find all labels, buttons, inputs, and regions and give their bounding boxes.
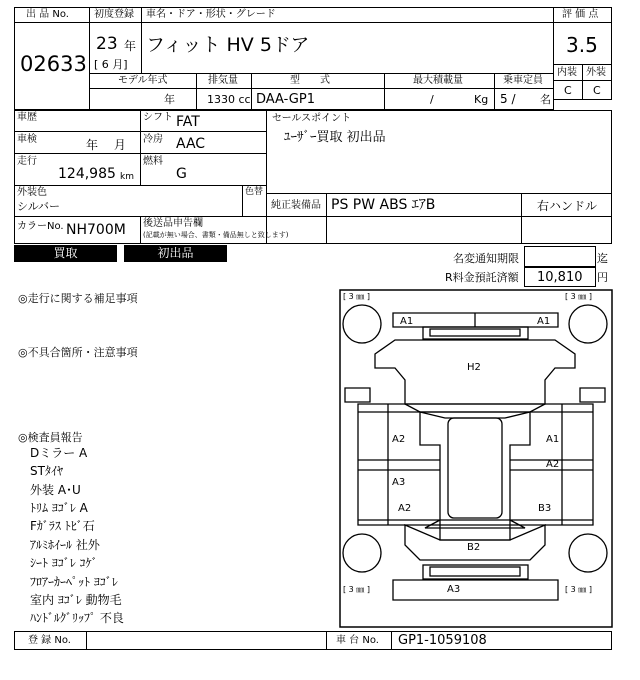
capacity: 5 /: [500, 92, 516, 106]
name-change-unit: 迄: [597, 252, 608, 265]
color-value: シルバー: [17, 200, 60, 213]
sales-point-text: ﾕｰｻﾞｰ買取 初出品: [284, 130, 386, 145]
displacement-label: 排気量: [208, 75, 238, 86]
recycle-label: R料金預託済額: [445, 271, 519, 284]
exterior-grade: C: [593, 84, 601, 97]
score-value: 3.5: [566, 33, 598, 57]
shift-value: FAT: [176, 114, 200, 130]
capacity-unit: 名: [540, 93, 551, 106]
roof: [448, 418, 502, 518]
tire-front-right: [569, 305, 607, 343]
inspector-item: ｼｰﾄ ﾖｺﾞﾚ ｺｹﾞ: [30, 556, 98, 570]
badge-first-listing: 初出品: [124, 245, 227, 262]
car-name: フィット HV 5ドア: [146, 34, 310, 56]
year-unit: 年: [124, 39, 137, 53]
mark-front-bumper-left: A1: [400, 316, 414, 327]
car-name-label: 車名・ドア・形状・グレード: [146, 9, 276, 20]
color-label: 外装色: [17, 187, 47, 198]
mark-front-bumper-right: A1: [537, 316, 551, 327]
color-code: NH700M: [66, 222, 126, 238]
tire-rear-left: [343, 534, 381, 572]
mark-left-front-fender: A2: [392, 434, 406, 445]
inspector-item: Fｶﾞﾗｽ ﾄﾋﾞ石: [30, 519, 95, 533]
driving-notes-heading: ◎走行に関する補足事項: [18, 292, 138, 305]
recycle-unit: 円: [597, 271, 608, 284]
sales-point-label: セールスポイント: [272, 113, 352, 124]
tire-depth-front-right: [ 3 ㎜ ]: [565, 292, 592, 301]
exterior-label: 外装: [586, 67, 606, 78]
interior-label: 内装: [557, 67, 577, 78]
mark-left-rear-door: A2: [398, 503, 412, 514]
max-load-label: 最大積載量: [413, 75, 463, 86]
rear-bumper: [393, 580, 558, 600]
mark-rear-bumper: A3: [447, 584, 461, 595]
tire-depth-front-left: [ 3 ㎜ ]: [343, 292, 370, 301]
mark-left-front-door: A3: [392, 477, 406, 488]
mileage-unit: km: [120, 172, 134, 182]
mark-hood: H2: [467, 362, 481, 373]
inspector-item: ﾊﾝﾄﾞﾙｸﾞﾘｯﾌﾟ 不良: [30, 611, 124, 625]
color-change-label: 色替: [245, 187, 264, 197]
inspection-label: 車検: [17, 134, 37, 145]
first-reg-label: 初度登録: [94, 9, 134, 20]
tire-rear-right: [569, 534, 607, 572]
mark-right-front-fender: A1: [546, 434, 560, 445]
displacement: 1330 cc: [207, 93, 251, 106]
inspector-item: ﾌﾛｱｰｶｰﾍﾟｯﾄ ﾖｺﾞﾚ: [30, 575, 118, 589]
fuel-value: G: [176, 166, 187, 182]
mark-rear-gate: B2: [467, 542, 481, 553]
score-label: 評 価 点: [562, 9, 599, 20]
docs-note: (記載が無い場合、書類・備品無しと致します): [143, 231, 289, 239]
tire-front-left: [343, 305, 381, 343]
mileage-label: 走行: [17, 156, 37, 167]
inspector-item: ｱﾙﾐﾎｲｰﾙ 社外: [30, 538, 100, 552]
inspection-value: 年 月: [86, 138, 126, 152]
name-change-label: 名変通知期限: [453, 252, 519, 265]
chassis-label: 車 台 No.: [336, 635, 379, 646]
registration-label: 登 録 No.: [28, 635, 71, 646]
inspector-heading: ◎検査員報告: [18, 431, 83, 444]
model-code: DAA-GP1: [256, 92, 315, 107]
docs-label: 後送品申告欄: [143, 218, 203, 229]
mileage-value: 124,985: [58, 166, 116, 182]
ac-value: AAC: [176, 136, 206, 152]
tire-depth-rear-left: [ 3 ㎜ ]: [343, 585, 370, 594]
steering-value: 右ハンドル: [537, 199, 598, 213]
first-reg-month: [ 6 月]: [94, 58, 128, 71]
max-load: /: [430, 93, 434, 106]
equipment-value: PS PW ABS ｴｱB: [331, 197, 436, 213]
chassis-number: GP1-1059108: [398, 633, 487, 648]
lot-label: 出 品 No.: [26, 9, 69, 20]
max-load-unit: Kg: [474, 93, 489, 106]
capacity-label: 乗車定員: [503, 75, 543, 86]
mark-right-front-door: A2: [546, 459, 560, 470]
tire-depth-rear-right: [ 3 ㎜ ]: [565, 585, 592, 594]
shift-label: シフト: [143, 112, 173, 123]
first-reg-year: 23: [96, 34, 118, 54]
recycle-amount: 10,810: [537, 270, 583, 285]
model-label: 型 式: [290, 75, 330, 86]
color-code-label: カラーNo.: [17, 221, 64, 232]
model-year-label: モデル年式: [118, 75, 168, 86]
equipment-label: 純正装備品: [271, 200, 321, 211]
inspector-item: 室内 ﾖｺﾞﾚ 動物毛: [30, 593, 122, 607]
history-label: 車歴: [17, 112, 37, 123]
interior-grade: C: [564, 84, 572, 97]
fuel-label: 燃料: [143, 156, 163, 167]
badge-buyback: 買取: [14, 245, 117, 262]
ac-label: 冷房: [143, 134, 163, 145]
inspector-item: ﾄﾘﾑ ﾖｺﾞﾚ A: [30, 501, 88, 515]
defects-heading: ◎不具合箇所・注意事項: [18, 346, 138, 359]
inspector-item: 外装 A･U: [30, 483, 81, 497]
mark-right-rear-door: B3: [538, 503, 552, 514]
lot-number: 02633: [20, 52, 87, 76]
inspector-item: Dミラー A: [30, 446, 88, 460]
inspector-item: STﾀｲﾔ: [30, 464, 63, 478]
model-year-unit: 年: [164, 93, 175, 106]
